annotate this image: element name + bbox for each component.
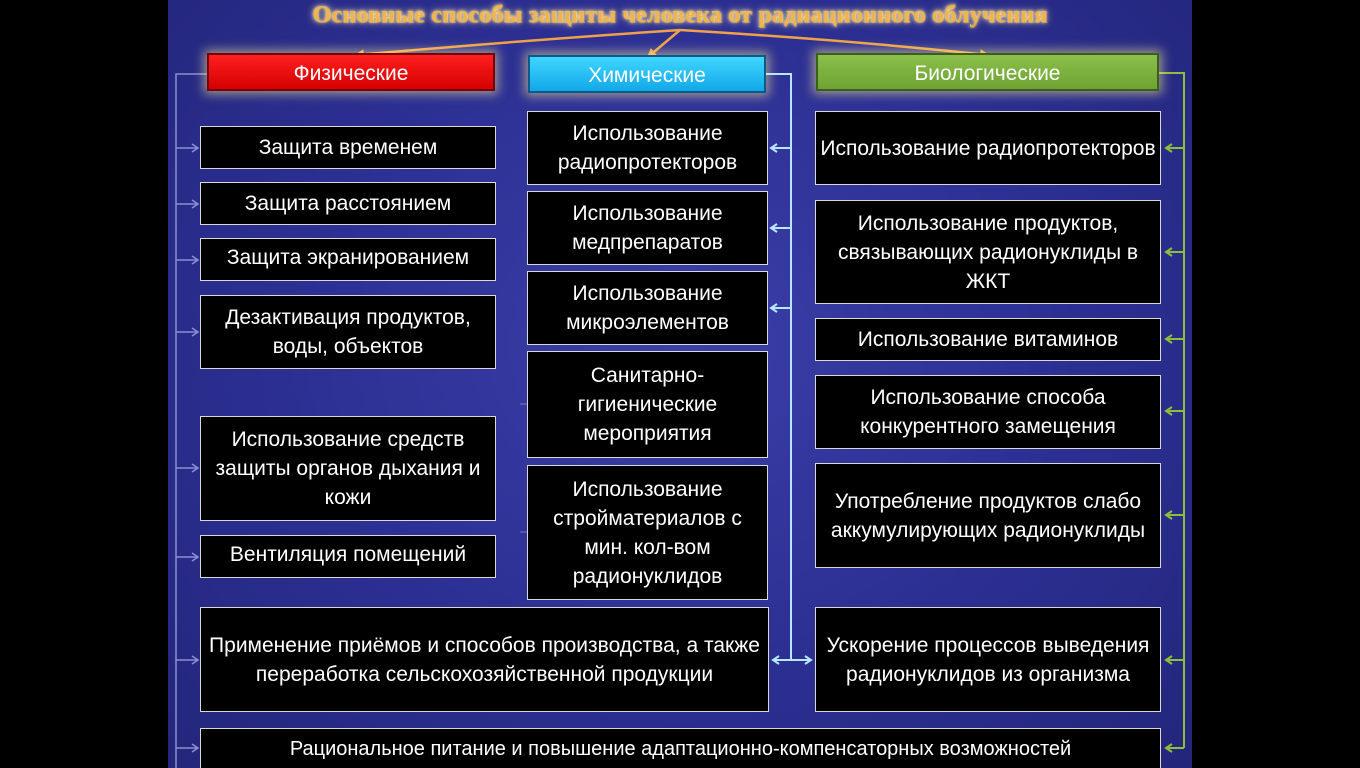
biological-item-low-accumulating-products: Употребление продуктов слабо аккумулирующих радионуклиды <box>815 463 1161 568</box>
physical-item-ventilation: Вентиляция помещений <box>200 535 496 578</box>
biological-connectors <box>1159 73 1184 752</box>
shared-item-production: Применение приёмов и способов производства, а также переработка сельскохозяйственной продукции <box>200 607 769 712</box>
physical-item-time: Защита временем <box>200 126 496 169</box>
chemical-connectors <box>766 74 811 664</box>
biological-item-binding-products: Использование продуктов, связывающих радионуклиды в ЖКТ <box>815 200 1161 304</box>
biological-item-vitamins: Использование витаминов <box>815 318 1161 361</box>
physical-item-distance: Защита расстоянием <box>200 182 496 225</box>
chemical-item-building-materials: Использование стройматериалов с мин. кол-вом радионуклидов <box>527 465 768 600</box>
chemical-item-medications: Использование медпрепаратов <box>527 191 768 265</box>
chemical-item-microelements: Использование микроэлементов <box>527 271 768 345</box>
biological-header: Биологические <box>816 53 1159 91</box>
physical-item-respiratory-protection: Использование средств защиты органов дыхания и кожи <box>200 416 496 521</box>
diagram-title: Основные способы защиты человека от радиационного облучения <box>312 2 1048 28</box>
shared-item-nutrition: Рациональное питание и повышение адаптационно-компенсаторных возможностей <box>200 728 1161 768</box>
biological-item-elimination: Ускорение процессов выведения радионуклидов из организма <box>815 607 1161 712</box>
chemical-item-sanitary: Санитарно-гигиенические мероприятия <box>527 351 768 458</box>
physical-item-shielding: Защита экранированием <box>200 238 496 281</box>
biological-item-competitive-substitution: Использование способа конкурентного замещения <box>815 375 1161 449</box>
physical-header: Физические <box>207 53 495 91</box>
chemical-header: Химические <box>528 55 766 93</box>
biological-item-radioprotectors: Использование радиопротекторов <box>815 111 1161 185</box>
slide <box>168 0 1192 768</box>
physical-item-decontamination: Дезактивация продуктов, воды, объектов <box>200 295 496 369</box>
chemical-item-radioprotectors: Использование радиопротекторов <box>527 111 768 185</box>
